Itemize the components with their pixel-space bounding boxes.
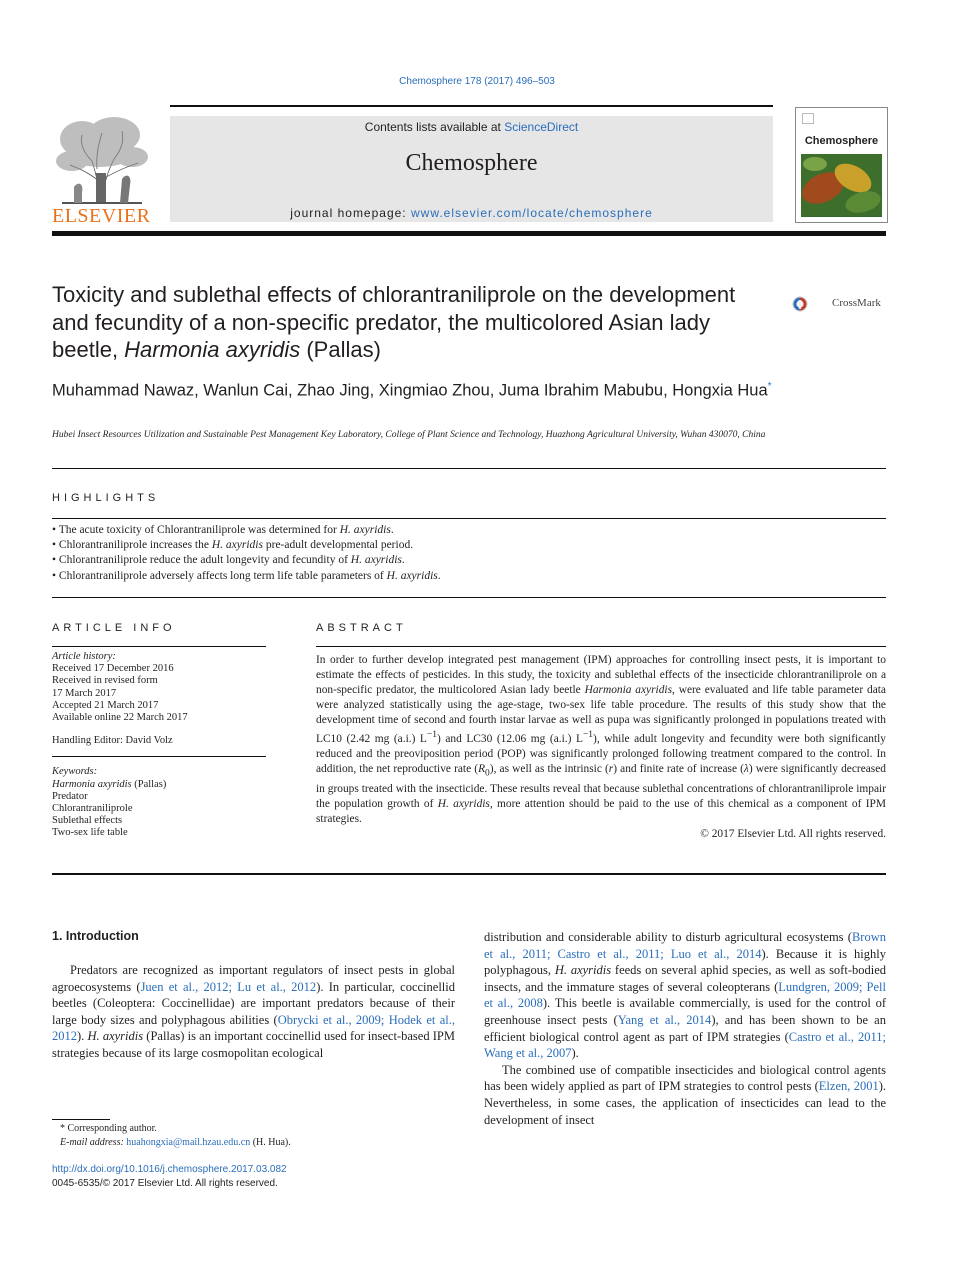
citation-link[interactable]: Juen et al., 2012; Lu et al., 2012	[140, 979, 317, 994]
author-list	[52, 377, 772, 401]
highlight-species: H. axyridis	[211, 539, 263, 552]
homepage-prefix: journal homepage:	[290, 206, 411, 220]
contents-prefix: Contents lists available at	[364, 120, 505, 134]
highlight-text: • Chlorantraniliprole adversely affects long term life table parameters of	[52, 569, 387, 582]
highlight-end: .	[390, 524, 394, 536]
elsevier-wordmark[interactable]: ELSEVIER	[52, 205, 151, 227]
highlight-text: • The acute toxicity of Chlorantraniliprole was determined for	[52, 524, 340, 536]
homepage-line	[170, 206, 773, 220]
body-column-right	[484, 929, 886, 1128]
footnote-line	[60, 1122, 291, 1136]
keyword: Chlorantraniliprole	[52, 803, 133, 815]
spacer	[52, 747, 266, 756]
abstract-copyright: © 2017 Elsevier Ltd. All rights reserved.	[700, 828, 886, 841]
body-text: (Pallas) is an important coccinellid used for insect-based IPM strategies because of its large cosmopolitan ecological	[52, 1029, 455, 1060]
keywords-label: Keywords:	[52, 766, 98, 778]
highlights-heading: HIGHLIGHTS	[52, 492, 160, 504]
contents-line	[170, 120, 773, 134]
cover-leaf-image	[801, 154, 882, 217]
article-info	[52, 651, 266, 840]
journal-cover[interactable]	[795, 107, 888, 223]
abstract-sentence: , were evaluated and life table parameter data were analyzed statistically using the age-stage, two-sex life table procedure. The results of this study show that the development time of second and fourth instar larvae as well as pupa was significantly prolonged in populations treated with LC10 (2.42 mg (a.i.) L	[316, 684, 886, 746]
highlight-item	[52, 553, 886, 568]
title-text: Toxicity and sublethal effects of chlorantraniliprole on the development and fecundity of a non-specific predator, the multicolored Asian lady beetle,	[52, 282, 736, 362]
body-text: feeds on several aphid species, as well as soft-bodied insects, and the immature stages of several coleopterans (	[484, 963, 886, 994]
rule-above-highlights	[52, 468, 886, 469]
spacer	[52, 724, 266, 735]
footnote-rule	[52, 1119, 110, 1120]
authors-text: Muhammad Nawaz, Wanlun Cai, Zhao Jing, Xingmiao Zhou, Juma Ibrahim Mabubu, Hongxia Hua	[52, 381, 768, 400]
body-text: ). In particular, coccinellid beetles (Coleoptera: Coccinellidae) are important predators because of their large body sizes and polyphagous abilities (	[52, 979, 455, 1027]
keyword: Predator	[52, 790, 88, 802]
abstract-symbol: r	[608, 763, 614, 776]
abstract-species: H. axyridis	[437, 797, 490, 810]
highlight-species: H. axyridis	[339, 524, 391, 536]
accepted-date: Accepted 21 March 2017	[52, 699, 159, 711]
affiliation: Hubei Insect Resources Utilization and Sustainable Pest Management Key Laboratory, College of Plant Science and Technology, Huazhong Agricultural University, Wuhan 430070, China	[52, 430, 766, 440]
highlight-item	[52, 538, 886, 553]
keyword	[52, 779, 266, 791]
sciencedirect-link[interactable]: ScienceDirect	[504, 120, 579, 134]
corresponding-author-footnote	[60, 1122, 291, 1149]
keywords-rule	[52, 756, 266, 757]
rule-front-matter-end	[52, 873, 886, 875]
highlight-text: • Chlorantraniliprole reduce the adult longevity and fecundity of	[52, 554, 351, 567]
highlight-species: H. axyridis	[350, 554, 402, 567]
received-date: Received 17 December 2016	[52, 663, 174, 675]
cover-art-icon	[801, 154, 882, 216]
highlight-species: H. axyridis	[386, 569, 438, 582]
citation-link[interactable]: Yang et al., 2014	[617, 1012, 712, 1027]
abstract-superscript: −1	[426, 730, 437, 741]
cover-top-mark	[802, 113, 814, 124]
highlight-item	[52, 569, 886, 584]
corresponding-author-mark[interactable]: *	[767, 381, 772, 392]
abstract-sentence: , more attention should be paid to the use of this chemical as a component of IPM strategies.	[316, 797, 886, 826]
handling-editor: Handling Editor: David Volz	[52, 735, 173, 747]
rule-highlights-top	[52, 518, 886, 519]
abstract-superscript: −1	[582, 730, 594, 741]
abstract-symbol: R	[478, 763, 486, 776]
footnote-text: Corresponding author.	[65, 1123, 157, 1134]
body-text: ). This beetle is available commercially, is used for the control of greenhouse insect pests (	[484, 996, 886, 1027]
journal-name: Chemosphere	[405, 150, 538, 176]
intro-paragraph	[484, 929, 886, 1062]
body-species: H. axyridis	[87, 1029, 144, 1044]
rule-highlights-bottom	[52, 597, 886, 598]
body-text: The combined use of compatible insecticides and biological control agents has been widely applied as part of IPM strategies to control pests (	[484, 1062, 886, 1094]
citation-link[interactable]: Elzen, 2001	[818, 1079, 879, 1094]
issn-copyright: 0045-6535/© 2017 Elsevier Ltd. All rights reserved.	[52, 1178, 278, 1189]
doi-block	[52, 1163, 287, 1191]
title-suffix: (Pallas)	[300, 337, 381, 362]
crossmark-label[interactable]: CrossMark	[832, 297, 881, 309]
abstract-sentence: ) and LC30 (12.06 mg (a.i.) L	[437, 733, 583, 746]
citation-link[interactable]: Brown et al., 2011; Castro et al., 2011; Luo et al., 2014	[484, 930, 886, 961]
highlight-end: pre-adult developmental period.	[262, 539, 414, 552]
doi-link[interactable]: http://dx.doi.org/10.1016/j.chemosphere.2017.03.082	[52, 1164, 287, 1175]
keyword-species: Harmonia axyridis	[52, 778, 132, 790]
abstract-sentence: ) were significantly decreased in groups treated with the insecticide. These results reveal that because sublethal concentrations of chlorantraniliprole impair the population growth of	[316, 763, 886, 810]
abstract-symbol: λ	[743, 763, 749, 776]
body-column-left	[52, 962, 455, 1062]
abstract-sentence: In order to further develop integrated pest management (IPM) approaches for controlling insect pests, it is important to estimate the effects of pesticides. In this study, the toxicity and sublethal effects of the insecticide chlorantraniliprole on a non-specific predator, the multicolored Asian lady beetle	[316, 654, 886, 697]
body-text: ). Nevertheless, in some cases, the application of insecticides can lead to the development of insect	[484, 1079, 886, 1127]
highlights-list	[52, 523, 886, 584]
body-text: ). Because it is highly polyphagous,	[484, 946, 886, 978]
keyword-species-suffix: (Pallas)	[131, 778, 167, 790]
title-species: Harmonia axyridis	[124, 337, 301, 362]
highlight-item	[52, 523, 886, 538]
header-top-rule	[170, 105, 773, 107]
body-text: ), and has been shown to be an efficient biological control agent as part of IPM strategies (	[484, 1012, 886, 1044]
highlight-text: • Chlorantraniliprole increases the	[52, 539, 212, 552]
email-suffix: (H. Hua).	[250, 1136, 291, 1148]
intro-paragraph	[52, 962, 455, 1062]
footnote-mark: *	[60, 1123, 65, 1134]
rule-abstract	[316, 646, 886, 647]
cover-title: Chemosphere	[804, 135, 879, 147]
citation-link[interactable]: Obrycki et al., 2009; Hodek et al., 2012	[52, 1012, 455, 1044]
highlight-end: .	[401, 554, 405, 567]
intro-paragraph	[484, 1062, 886, 1128]
footnote-email-line	[60, 1136, 291, 1150]
rule-article-info	[52, 646, 266, 647]
keyword: Sublethal effects	[52, 815, 123, 827]
citation-link[interactable]: Castro et al., 2011; Wang et al., 2007	[484, 1029, 887, 1061]
journal-citation[interactable]: Chemosphere 178 (2017) 496–503	[399, 76, 555, 87]
abstract-subscript: 0	[485, 768, 490, 779]
abstract-sentence: ) and finite rate of increase (	[613, 763, 744, 776]
online-date: Available online 22 March 2017	[52, 712, 188, 724]
body-text: ).	[77, 1029, 88, 1044]
body-species: H. axyridis	[554, 963, 612, 978]
body-text: Predators are recognized as important regulators of insect pests in global agroecosystems (	[52, 963, 455, 994]
keyword: Two-sex life table	[52, 827, 128, 839]
highlight-end: .	[437, 569, 441, 582]
revised-date: 17 March 2017	[52, 687, 117, 699]
article-title	[52, 281, 752, 364]
header-bottom-rule	[52, 231, 886, 236]
body-text: distribution and considerable ability to disturb agricultural ecosystems (	[484, 930, 852, 944]
email-label: E-mail address:	[60, 1136, 127, 1148]
introduction-heading: 1. Introduction	[52, 929, 139, 943]
abstract-species: Harmonia axyridis	[584, 684, 673, 697]
abstract-text	[316, 653, 886, 842]
abstract-sentence: ), while adult longevity and fecundity were both significantly reduced and the preoviposition period (POP) was significantly prolonged following treatment compared to the control. In addition, the net reproductive rate (	[316, 733, 886, 776]
article-info-heading: ARTICLE INFO	[52, 622, 176, 634]
author-email-link[interactable]: huahongxia@mail.hzau.edu.cn	[126, 1136, 251, 1148]
abstract-sentence: ), as well as the intrinsic (	[489, 763, 609, 776]
homepage-link[interactable]: www.elsevier.com/locate/chemosphere	[410, 206, 653, 220]
journal-header-band	[170, 116, 773, 222]
history-label: Article history:	[52, 651, 116, 662]
crossmark-icon[interactable]	[792, 284, 832, 324]
abstract-heading: ABSTRACT	[316, 622, 407, 634]
body-text: ).	[571, 1046, 579, 1061]
citation-link[interactable]: Lundgren, 2009; Pell et al., 2008	[484, 979, 886, 1011]
revised-label: Received in revised form	[52, 675, 158, 687]
